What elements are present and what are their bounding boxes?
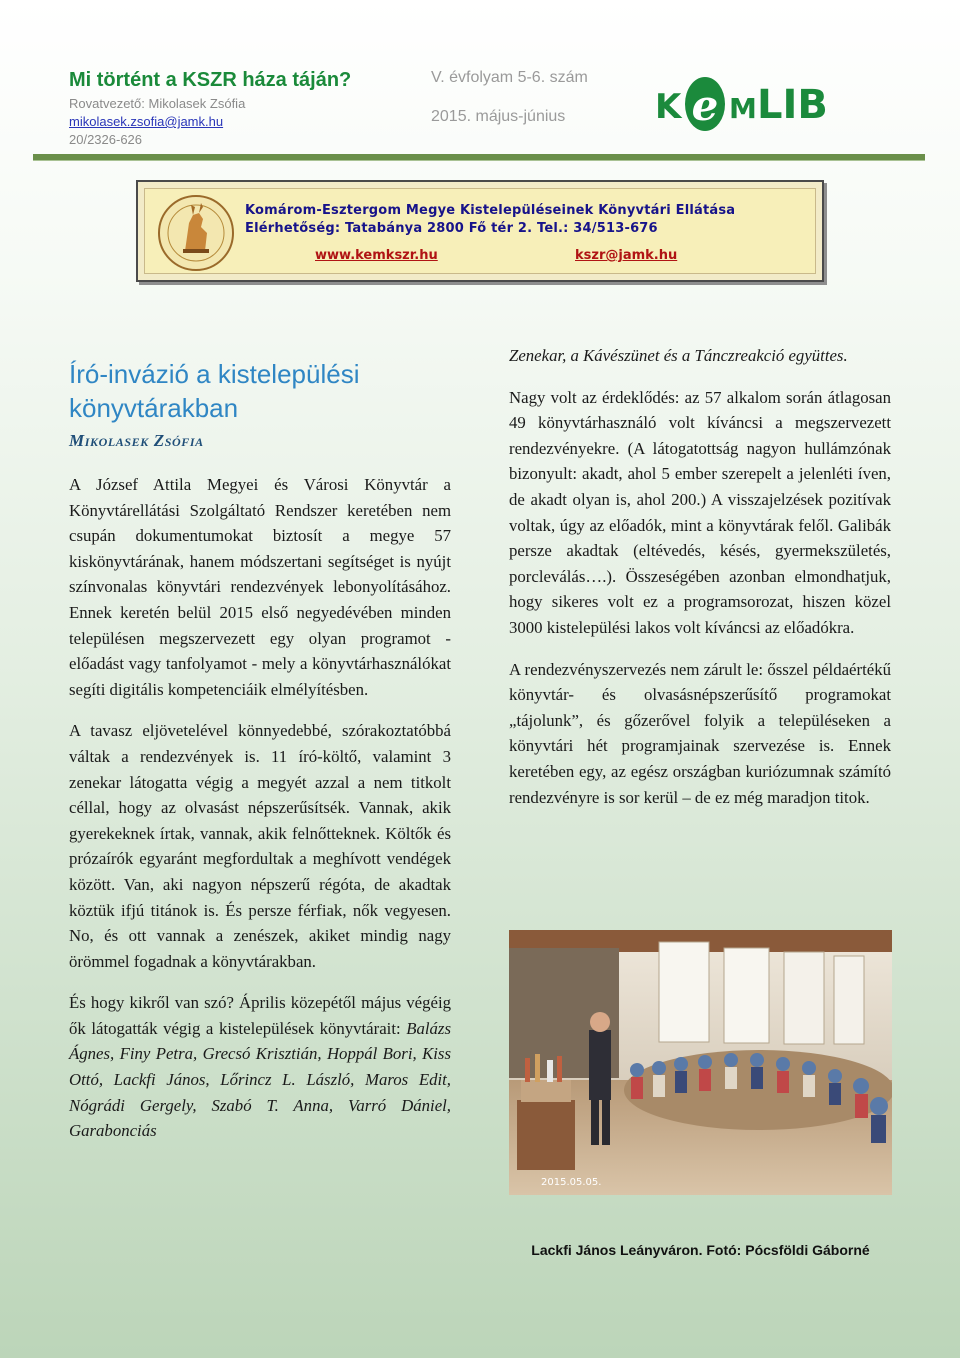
band-names: Zenekar, a Kávészünet és a Tánczreakció együttes. [509, 346, 848, 365]
banner-panel [144, 188, 816, 274]
banner-org-name: Komárom-Esztergom Megye Kistelepüléseinek Könyvtári Ellátása [245, 203, 736, 218]
banner-email-link[interactable]: kszr@jamk.hu [575, 248, 678, 263]
article-paragraph [69, 990, 451, 1144]
editor-phone: 20/2326-626 [69, 132, 143, 147]
editor-email-link[interactable]: mikolasek.zsofia@jamk.hu [69, 114, 224, 129]
article-column-left [69, 472, 451, 1160]
article-paragraph: A tavasz eljövetelével könnyedebbé, szórakoztatóbbá váltak a rendezvények is. 11 író-költő, valamint 3 zenekar látogatta végig a megyét azzal a nem titkolt céllal, hogy az olvasást népszerűsítsék. Vannak, akik gyerekeknek írtak, vannak, akik felnőtteknek. Költők és prózaírók egyaránt megfordultak a meghívott vendégek között. Van, aki nagyon népszerű régóta, de akadtak köztük ifjú titánok is. És persze férfiak, nők vegyesen. No, és ott vannak a zenészek, akiket mindig nagy örömmel fogadnak a könyvtárakban. [69, 721, 451, 971]
article-paragraph: A József Attila Megyei és Városi Könyvtár a Könyvtárellátási Szolgáltató Rendszer keretében nem csupán dokumentumokat biztosít a megye 57 kiskönyvtárának, hanem módszertani segítséget is nyújt színvonalas könyvtári rendezvények lebonyolításához. Ennek keretén belül 2015 első negyedévében minden településen megszervezett egy olyan programot - előadást vagy tanfolyamot - mely a könyvtárhasználókat segíti digitális kompetenciáik elmélyítésben. [69, 475, 451, 699]
article-title: Író-invázió a kistelepülési könyvtárakban [69, 359, 360, 423]
section-editor: Rovatvezető: Mikolasek Zsófia [69, 96, 246, 111]
library-seal-icon [155, 193, 237, 273]
logo-letter-k: K [655, 87, 682, 127]
logo-lib-text: LIB [757, 82, 828, 128]
issue-date: 2015. május-június [431, 108, 566, 125]
logo-letter-m: M [729, 92, 757, 125]
kszr-banner [136, 180, 824, 282]
header-divider [33, 154, 925, 160]
paragraph-lead: És hogy kikről van szó? Április közepétől május végéig ők látogatták végig a kistelepülések könyvtárait: [69, 993, 451, 1038]
event-photo [509, 930, 892, 1195]
logo-letter-e: e [691, 81, 719, 130]
article-column-right [509, 343, 891, 826]
kemlib-logo [655, 72, 870, 134]
issue-volume: V. évfolyam 5-6. szám [431, 69, 588, 86]
photo-date-stamp: 2015.05.05. [541, 1177, 602, 1188]
article-paragraph [509, 343, 891, 369]
banner-website-link[interactable]: www.kemkszr.hu [315, 248, 438, 263]
author-names: Balázs Ágnes, Finy Petra, Grecsó Krisztián, Hoppál Bori, Kiss Ottó, Lackfi János, Lőrincz L. László, Maros Edit, Nógrádi Gergely, Szabó T. Anna, Varró Dániel, Garabonciás [69, 1018, 451, 1141]
photo-caption: Lackfi János Leányváron. Fotó: Pócsföldi Gáborné [531, 1242, 870, 1258]
banner-contact: Elérhetőség: Tatabánya 2800 Fő tér 2. Tel.: 34/513-676 [245, 221, 658, 236]
article-paragraph: A rendezvényszervezés nem zárult le: ősszel példaértékű könyvtár- és olvasásnépszerűsítő programokat „tájolunk”, és gőzerővel folyik a településeken a könyvtári hét programjainak szervezése is. Ennek keretében egy, az egész országban kuriózumnak számító rendezvényre is sor kerül – de ez még maradjon titok. [509, 659, 891, 807]
section-title: Mi történt a KSZR háza táján? [69, 69, 352, 91]
article-author: Mikolasek Zsófia [69, 431, 204, 450]
article-paragraph: Nagy volt az érdeklődés: az 57 alkalom során átlagosan 49 könyvtárhasználó volt kíváncsi a megszervezett rendezvényekre. (A látogatottság nagyon hullámzónak bizonyult: akadt, ahol 5 ember szerepelt a jelenléti íven, de akadt olyan is, ahol 200.) A visszajelzések pozitívak voltak, úgy az előadók, mint a könyvtárak felől. Galibák persze akadtak (eltévedés, késés, gyermekszületés, porcleválás….). Összeségében azonban elmondhatjuk, hogy sikeres volt ez a programsorozat, hiszen közel 3000 kistelepülési lakos volt kíváncsi az előadókra. [509, 387, 891, 637]
